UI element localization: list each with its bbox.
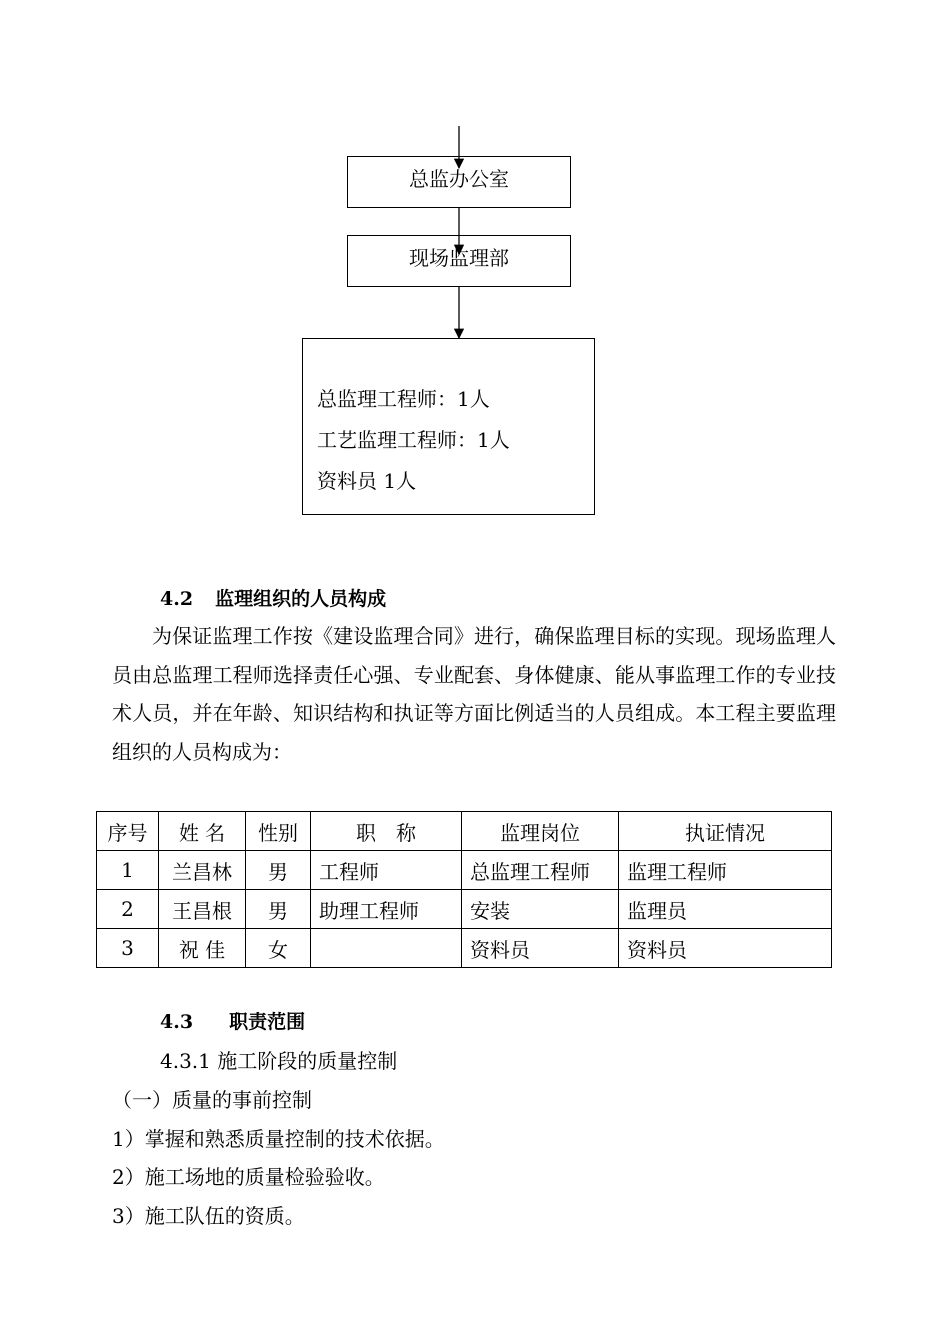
section-4-3-heading: [160, 1010, 305, 1034]
table-row: [97, 851, 832, 890]
header-index: 序号: [97, 812, 159, 851]
org-box-staff: [302, 338, 595, 515]
cell-index: 1: [97, 851, 159, 890]
part-heading-pre-control: （一）质量的事前控制: [112, 1088, 312, 1112]
cell-title: [311, 929, 462, 968]
cell-position: 安装: [462, 890, 619, 929]
header-name: 姓 名: [159, 812, 246, 851]
subsection-4-3-1: 4.3.1 施工阶段的质量控制: [160, 1049, 398, 1073]
cell-title: 工程师: [311, 851, 462, 890]
cell-title: 助理工程师: [311, 890, 462, 929]
staff-line-process-engineer: 工艺监理工程师：1人: [317, 428, 510, 452]
staff-line-chief-engineer: 总监理工程师：1人: [317, 387, 490, 411]
section-4-2-number: 4.2: [160, 588, 194, 610]
list-item: 2）施工场地的质量检验验收。: [112, 1165, 385, 1189]
section-4-3-title: 职责范围: [229, 1011, 306, 1033]
cell-certification: 监理工程师: [619, 851, 832, 890]
org-box-site-department-label: 现场监理部: [409, 246, 509, 270]
cell-position: 总监理工程师: [462, 851, 619, 890]
staff-table: [96, 811, 832, 968]
list-item: 1）掌握和熟悉质量控制的技术依据。: [112, 1127, 445, 1151]
section-4-2-paragraph: 为保证监理工作按《建设监理合同》进行，确保监理目标的实现。现场监理人员由总监理工程师选择责任心强、专业配套、身体健康、能从事监理工作的专业技术人员，并在年龄、知识结构和执证等方面比例适当的人员组成。本工程主要监理组织的人员构成为：: [112, 624, 836, 764]
section-4-3-number: 4.3: [160, 1011, 194, 1033]
header-gender: 性别: [246, 812, 311, 851]
staff-line-records-clerk: 资料员 1人: [317, 469, 417, 493]
header-certification: 执证情况: [619, 812, 832, 851]
cell-gender: 女: [246, 929, 311, 968]
cell-index: 2: [97, 890, 159, 929]
table-row: [97, 929, 832, 968]
org-box-chief-office-label: 总监办公室: [409, 167, 509, 191]
cell-index: 3: [97, 929, 159, 968]
header-position: 监理岗位: [462, 812, 619, 851]
org-box-chief-office: [347, 156, 571, 208]
list-item: 3）施工队伍的资质。: [112, 1204, 305, 1228]
cell-gender: 男: [246, 851, 311, 890]
cell-position: 资料员: [462, 929, 619, 968]
cell-name: 王昌根: [159, 890, 246, 929]
header-title: 职 称: [311, 812, 462, 851]
cell-name: 祝 佳: [159, 929, 246, 968]
staff-table-header-row: [97, 812, 832, 851]
table-row: [97, 890, 832, 929]
section-4-2-title: 监理组织的人员构成: [215, 588, 387, 610]
cell-certification: 资料员: [619, 929, 832, 968]
cell-name: 兰昌林: [159, 851, 246, 890]
cell-gender: 男: [246, 890, 311, 929]
org-box-site-department: [347, 235, 571, 287]
cell-certification: 监理员: [619, 890, 832, 929]
section-4-2-heading: [160, 587, 386, 611]
